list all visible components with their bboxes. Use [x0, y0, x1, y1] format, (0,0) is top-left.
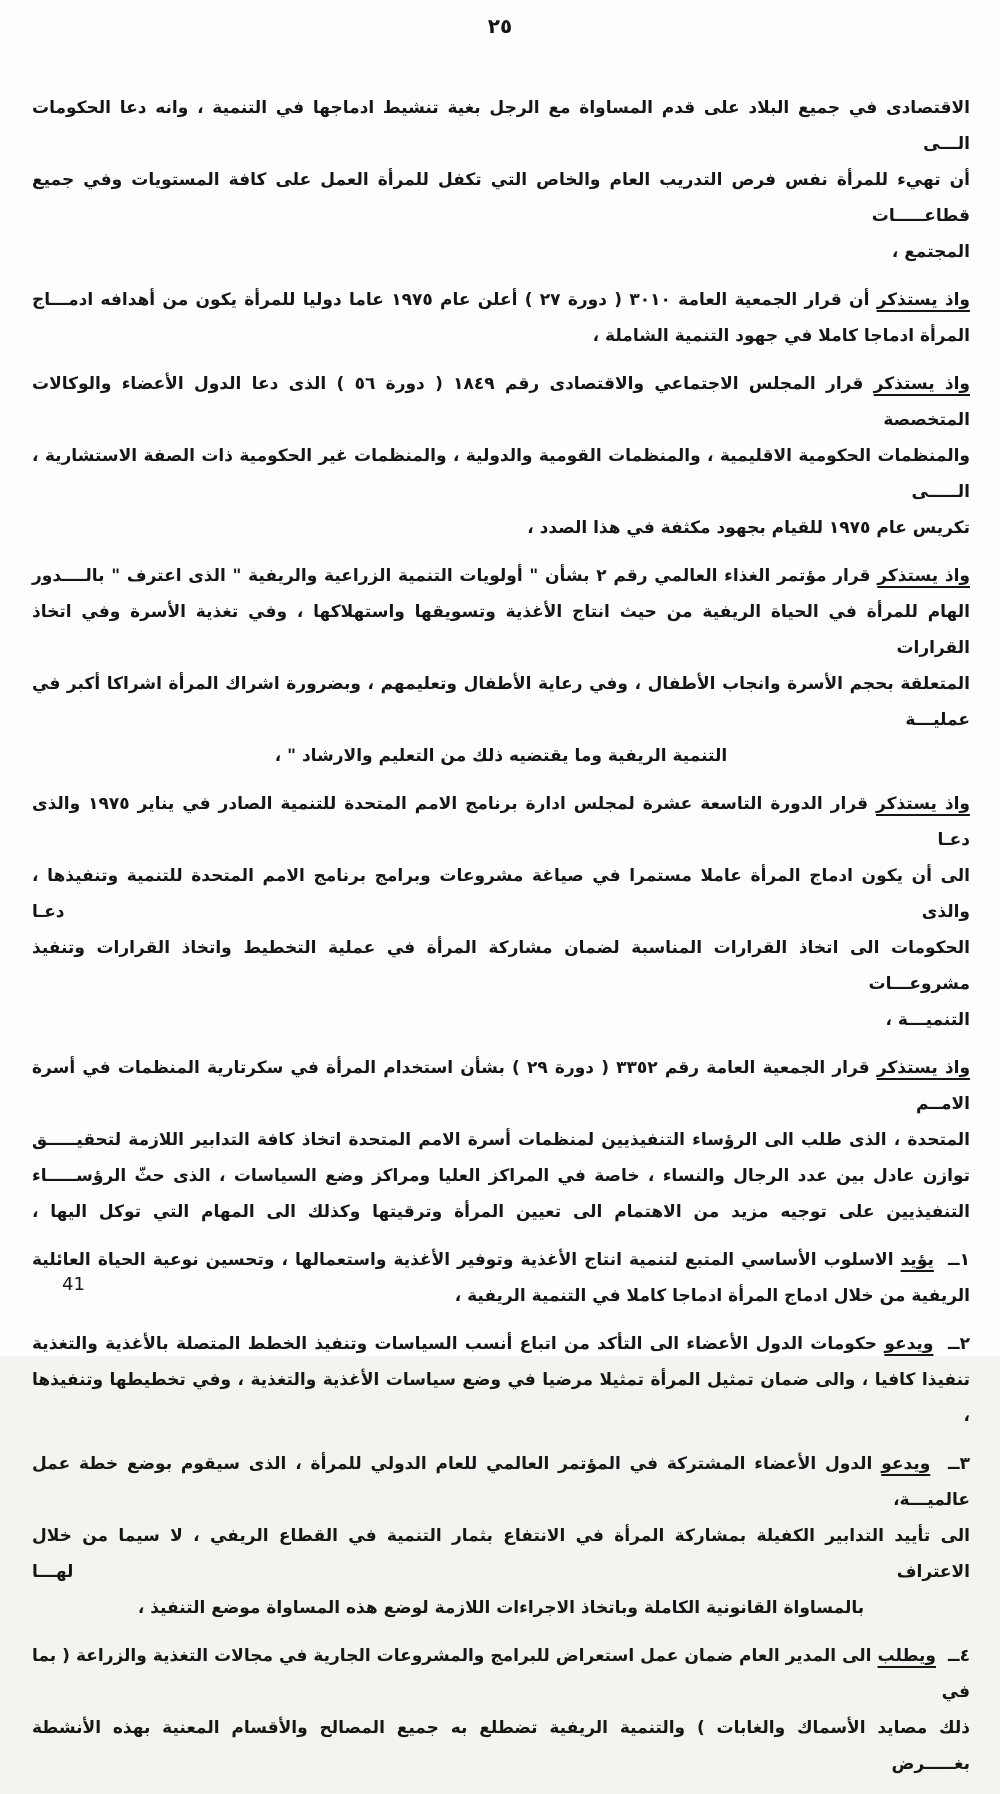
- underlined-text-segment: يؤيد: [900, 1250, 934, 1270]
- text-segment: الدول الأعضاء المشتركة في المؤتمر العالمي للعام الدولي للمرأة ، الذى سيقوم بوضع خطة عمل عالميـــة،: [26, 1454, 970, 1510]
- text-line: [26, 1446, 970, 1518]
- operative-paragraph-4: [26, 1638, 971, 1782]
- text-segment: المجتمع ،: [891, 242, 970, 262]
- text-line: [32, 1194, 970, 1230]
- operative-paragraph-2: [26, 1326, 970, 1434]
- text-segment: ١ــ: [933, 1250, 970, 1270]
- underlined-text-segment: واذ يستذكر: [876, 290, 970, 310]
- text-line: [32, 1278, 970, 1314]
- text-line: [32, 234, 970, 270]
- text-segment: الهام للمرأة في الحياة الريفية من حيث انتاج الأغذية وتسويقها واستهلاكها ، وفي تغذية الأسرة وفي اتخاذ القرارات: [26, 602, 970, 658]
- recital-ga-resolution-3010: [32, 282, 970, 354]
- text-line: [26, 1638, 971, 1710]
- text-line: [26, 1518, 970, 1590]
- text-segment: توازن عادل بين عدد الرجال والنساء ، خاصة في المراكز العليا ومراكز وضع السياسات ، الذى حثّ الرؤســـــاء: [32, 1166, 970, 1186]
- text-line: [26, 1362, 970, 1434]
- recital-undp-governing-council: [26, 786, 970, 1038]
- text-segment: الى أن يكون ادماج المرأة عاملا مستمرا في صياغة مشروعات وبرامج برنامج الامم المتحدة للتنمية وتنفيذها ، والذى دعـا: [26, 866, 970, 922]
- text-line: [32, 1002, 970, 1038]
- text-segment: الى تأييد التدابير الكفيلة بمشاركة المرأة في الانتفاع بثمار التنمية في القطاع الريفي ، لا سيما من خلال الاعتراف لهـــا: [26, 1526, 970, 1582]
- text-line: [26, 438, 970, 510]
- operative-paragraph-1: [32, 1242, 970, 1314]
- text-line: [26, 1050, 971, 1122]
- text-line: [32, 1590, 970, 1626]
- text-segment: تنفيذا كافيا ، والى ضمان تمثيل المرأة تمثيلا مرضيا في وضع سياسات الأغذية والتغذية ، وفي تخطيطها وتنفيذها ،: [26, 1370, 970, 1426]
- text-segment: التنفيذيين على توجيه مزيد من الاهتمام الى تعيين المرأة وترقيتها وكذلك الى المهام التي توكل اليها ،: [32, 1202, 970, 1222]
- underlined-text-segment: ويطلب: [877, 1646, 936, 1666]
- text-line: [26, 858, 970, 930]
- recital-ecosoc-resolution-1849: [26, 366, 970, 546]
- page-number-bottom: 41: [62, 1274, 85, 1295]
- recital-ga-resolution-3352: [26, 1050, 971, 1230]
- text-segment: تكريس عام ١٩٧٥ للقيام بجهود مكثفة في هذا الصدد ،: [527, 518, 970, 538]
- text-line: [26, 90, 970, 162]
- text-segment: ٢ــ: [933, 1334, 970, 1354]
- underlined-text-segment: واذ يستذكر: [876, 794, 970, 814]
- document-body: [26, 90, 971, 1794]
- operative-paragraph-3: [26, 1446, 970, 1626]
- underlined-text-segment: واذ يستذكر: [873, 374, 970, 394]
- text-segment: حكومات الدول الأعضاء الى التأكد من اتباع أنسب السياسات وتنفيذ الخطط المتصلة بالأغذية والتغذية: [32, 1334, 885, 1354]
- text-segment: الحكومات الى اتخاذ القرارات المناسبة لضمان مشاركة المرأة في عملية التخطيط واتخاذ القرارات وتنفيذ مشروعـــات: [26, 938, 970, 994]
- text-line: [26, 594, 970, 666]
- text-segment: قرار الدورة التاسعة عشرة لمجلس ادارة برنامج الامم المتحدة للتنمية الصادر في يناير ١٩٧٥ والذى دعـا: [26, 794, 970, 850]
- text-line: [32, 510, 970, 546]
- text-line: [26, 162, 970, 234]
- text-segment: ذلك مصايد الأسماك والغابات ) والتنمية الريفية تضطلع به جميع المصالح والأقسام المعنية بهذه الأنشطة بغـــــرض: [26, 1718, 970, 1774]
- text-line: [26, 930, 970, 1002]
- text-line: [26, 1710, 970, 1782]
- text-line: [26, 366, 970, 438]
- text-line: [32, 1122, 970, 1158]
- text-line: [32, 282, 970, 318]
- underlined-text-segment: واذ يستذكر: [877, 566, 970, 586]
- text-line: [32, 558, 970, 594]
- text-segment: المتعلقة بحجم الأسرة وانجاب الأطفال ، وفي رعاية الأطفال وتعليمهم ، وبضرورة اشراك المرأة اشراكا أكبر في عمليـــة: [26, 674, 970, 730]
- text-segment: قرار مؤتمر الغذاء العالمي رقم ٢ بشأن " أولويات التنمية الزراعية والريفية " الذى اعترف " بالــــدور: [32, 566, 878, 586]
- text-segment: التنمية الريفية وما يقتضيه ذلك من التعليم والارشاد " ،: [274, 746, 728, 766]
- text-line: [32, 318, 970, 354]
- text-line: [32, 1158, 970, 1194]
- text-line: [26, 786, 970, 858]
- text-segment: بالمساواة القانونية الكاملة وباتخاذ الاجراءات اللازمة لوضع هذه المساواة موضع التنفيذ ،: [137, 1598, 865, 1618]
- text-segment: والمنظمات الحكومية الاقليمية ، والمنظمات القومية والدولية ، والمنظمات غير الحكومية ذات الصفة الاستشارية ، الـــــى: [26, 446, 970, 502]
- text-segment: أن قرار الجمعية العامة ٣٠١٠ ( دورة ٢٧ ) أعلن عام ١٩٧٥ عاما دوليا للمرأة يكون من أهدافه ادمـــاج: [32, 290, 877, 310]
- text-segment: الريفية من خلال ادماج المرأة ادماجا كاملا في التنمية الريفية ،: [454, 1286, 970, 1306]
- text-segment: المرأة ادماجا كاملا في جهود التنمية الشاملة ،: [592, 326, 970, 346]
- text-segment: الى المدير العام ضمان عمل استعراض للبرامج والمشروعات الجارية في مجالات التغذية والزراعة ( بما في: [26, 1646, 970, 1702]
- text-line: [32, 738, 970, 774]
- text-segment: الاقتصادى في جميع البلاد على قدم المساواة مع الرجل بغية تنشيط ادماجها في التنمية ، وانه دعا الحكومات الـــى: [26, 98, 970, 154]
- text-segment: أن تهيء للمرأة نفس فرص التدريب العام والخاص التي تكفل للمرأة العمل على كافة المستويات وفي جميع قطاعـــــات: [26, 170, 970, 226]
- text-line: [32, 1242, 970, 1278]
- text-segment: قرار الجمعية العامة رقم ٣٣٥٢ ( دورة ٢٩ ) بشأن استخدام المرأة في سكرتارية المنظمات في أسرة الامــم: [26, 1058, 970, 1114]
- underlined-text-segment: واذ يستذكر: [876, 1058, 971, 1078]
- text-line: [26, 666, 970, 738]
- text-line: [32, 1326, 970, 1362]
- text-segment: الاسلوب الأساسي المتبع لتنمية انتاج الأغذية وتوفير الأغذية واستعمالها ، وتحسين نوعية الحياة العائلية: [32, 1250, 901, 1270]
- text-segment: التنميـــة ،: [885, 1010, 970, 1030]
- recital-world-food-conference-resolution-2: [26, 558, 970, 774]
- text-segment: ٤ــ: [935, 1646, 971, 1666]
- text-segment: قرار المجلس الاجتماعي والاقتصادى رقم ١٨٤٩ ( دورة ٥٦ ) الذى دعا الدول الأعضاء والوكالات المتخصصة: [26, 374, 970, 430]
- underlined-text-segment: ويدعو: [881, 1454, 931, 1474]
- page-number-top: ٢٥: [487, 14, 513, 38]
- underlined-text-segment: ويدعو: [884, 1334, 934, 1354]
- text-segment: ٣ــ: [930, 1454, 970, 1474]
- text-segment: المتحدة ، الذى طلب الى الرؤساء التنفيذيين لمنظمات أسرة الامم المتحدة اتخاذ كافة التدابير اللازمة لتحقيـــــق: [32, 1130, 970, 1150]
- continuation-paragraph: [26, 90, 970, 270]
